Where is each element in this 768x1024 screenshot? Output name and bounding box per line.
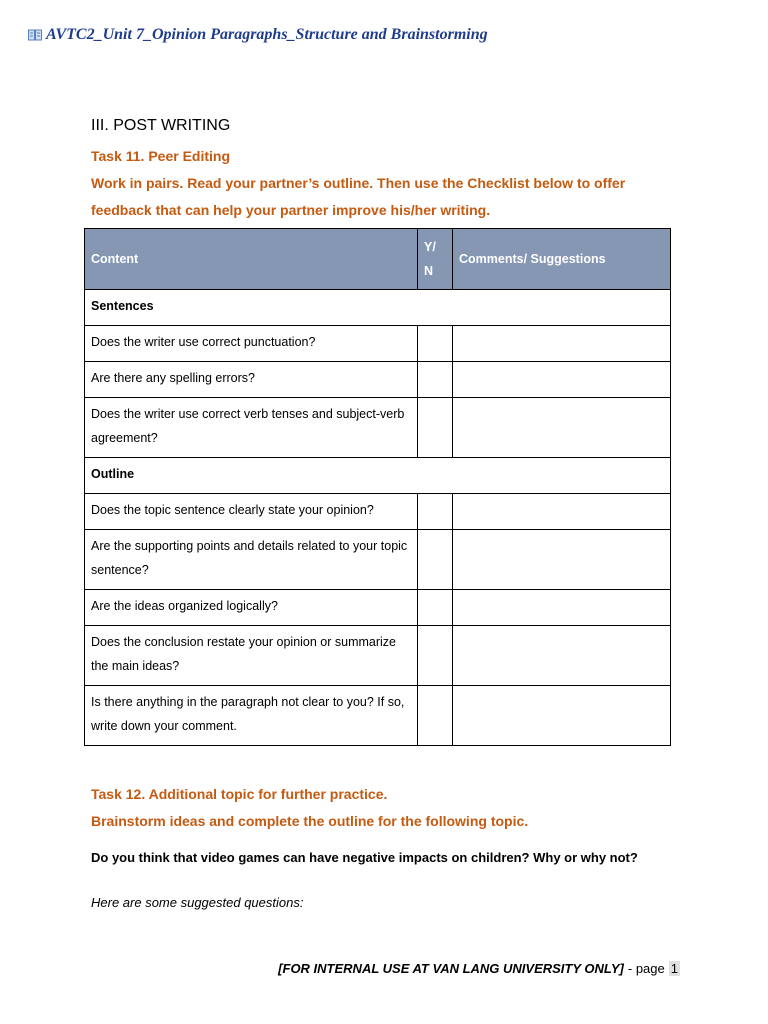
document-header — [28, 26, 488, 44]
question-cell: Is there anything in the paragraph not clear to you? If so, write down your comment. — [85, 686, 418, 746]
page-footer — [278, 961, 680, 976]
header-title: AVTC2_Unit 7_Opinion Paragraphs_Structure and Brainstorming — [46, 26, 488, 43]
yn-cell[interactable] — [418, 530, 453, 590]
table-row — [85, 326, 671, 362]
comment-cell[interactable] — [453, 362, 671, 398]
yn-cell[interactable] — [418, 590, 453, 626]
question-cell: Are the supporting points and details related to your topic sentence? — [85, 530, 418, 590]
question-cell: Does the writer use correct punctuation? — [85, 326, 418, 362]
question-cell: Does the conclusion restate your opinion or summarize the main ideas? — [85, 626, 418, 686]
comment-cell[interactable] — [453, 626, 671, 686]
comment-cell[interactable] — [453, 398, 671, 458]
task11-title: Task 11. Peer Editing — [91, 148, 231, 164]
table-header-row — [85, 229, 671, 290]
header-yn-line1: Y/ — [424, 240, 436, 254]
section-title-outline: Outline — [85, 458, 671, 494]
topic-question: Do you think that video games can have negative impacts on children? Why or why not? — [91, 850, 638, 865]
section-row-outline — [85, 458, 671, 494]
comment-cell[interactable] — [453, 494, 671, 530]
question-cell: Are the ideas organized logically? — [85, 590, 418, 626]
yn-cell[interactable] — [418, 626, 453, 686]
yn-cell[interactable] — [418, 494, 453, 530]
section-row-sentences — [85, 290, 671, 326]
comment-cell[interactable] — [453, 326, 671, 362]
yn-cell[interactable] — [418, 326, 453, 362]
header-comments: Comments/ Suggestions — [453, 229, 671, 290]
task12-instruction: Brainstorm ideas and complete the outline for the following topic. — [91, 813, 529, 829]
table-row — [85, 590, 671, 626]
yn-cell[interactable] — [418, 686, 453, 746]
section-title: III. POST WRITING — [91, 117, 231, 134]
comment-cell[interactable] — [453, 530, 671, 590]
header-yn — [418, 229, 453, 290]
section-title-sentences: Sentences — [85, 290, 671, 326]
comment-cell[interactable] — [453, 686, 671, 746]
yn-cell[interactable] — [418, 362, 453, 398]
question-cell: Does the topic sentence clearly state your opinion? — [85, 494, 418, 530]
question-cell: Does the writer use correct verb tenses and subject-verb agreement? — [85, 398, 418, 458]
book-icon — [28, 29, 42, 41]
table-row — [85, 530, 671, 590]
yn-cell[interactable] — [418, 398, 453, 458]
comment-cell[interactable] — [453, 590, 671, 626]
task11-instruction — [91, 170, 731, 224]
table-row — [85, 686, 671, 746]
table-row — [85, 398, 671, 458]
task12-title: Task 12. Additional topic for further practice. — [91, 786, 388, 802]
table-row — [85, 494, 671, 530]
peer-editing-checklist — [84, 228, 671, 746]
task11-instruction-line1: Work in pairs. Read your partner’s outline. Then use the Checklist below to offer — [91, 175, 626, 191]
question-cell: Are there any spelling errors? — [85, 362, 418, 398]
table-row — [85, 362, 671, 398]
header-content: Content — [85, 229, 418, 290]
footer-note: [FOR INTERNAL USE AT VAN LANG UNIVERSITY ONLY] — [278, 961, 624, 976]
header-yn-line2: N — [424, 264, 434, 278]
suggested-questions-label: Here are some suggested questions: — [91, 895, 304, 910]
page-number: 1 — [670, 961, 678, 976]
task11-instruction-line2: feedback that can help your partner improve his/her writing. — [91, 202, 491, 218]
page-label: - page — [627, 961, 665, 976]
table-row — [85, 626, 671, 686]
